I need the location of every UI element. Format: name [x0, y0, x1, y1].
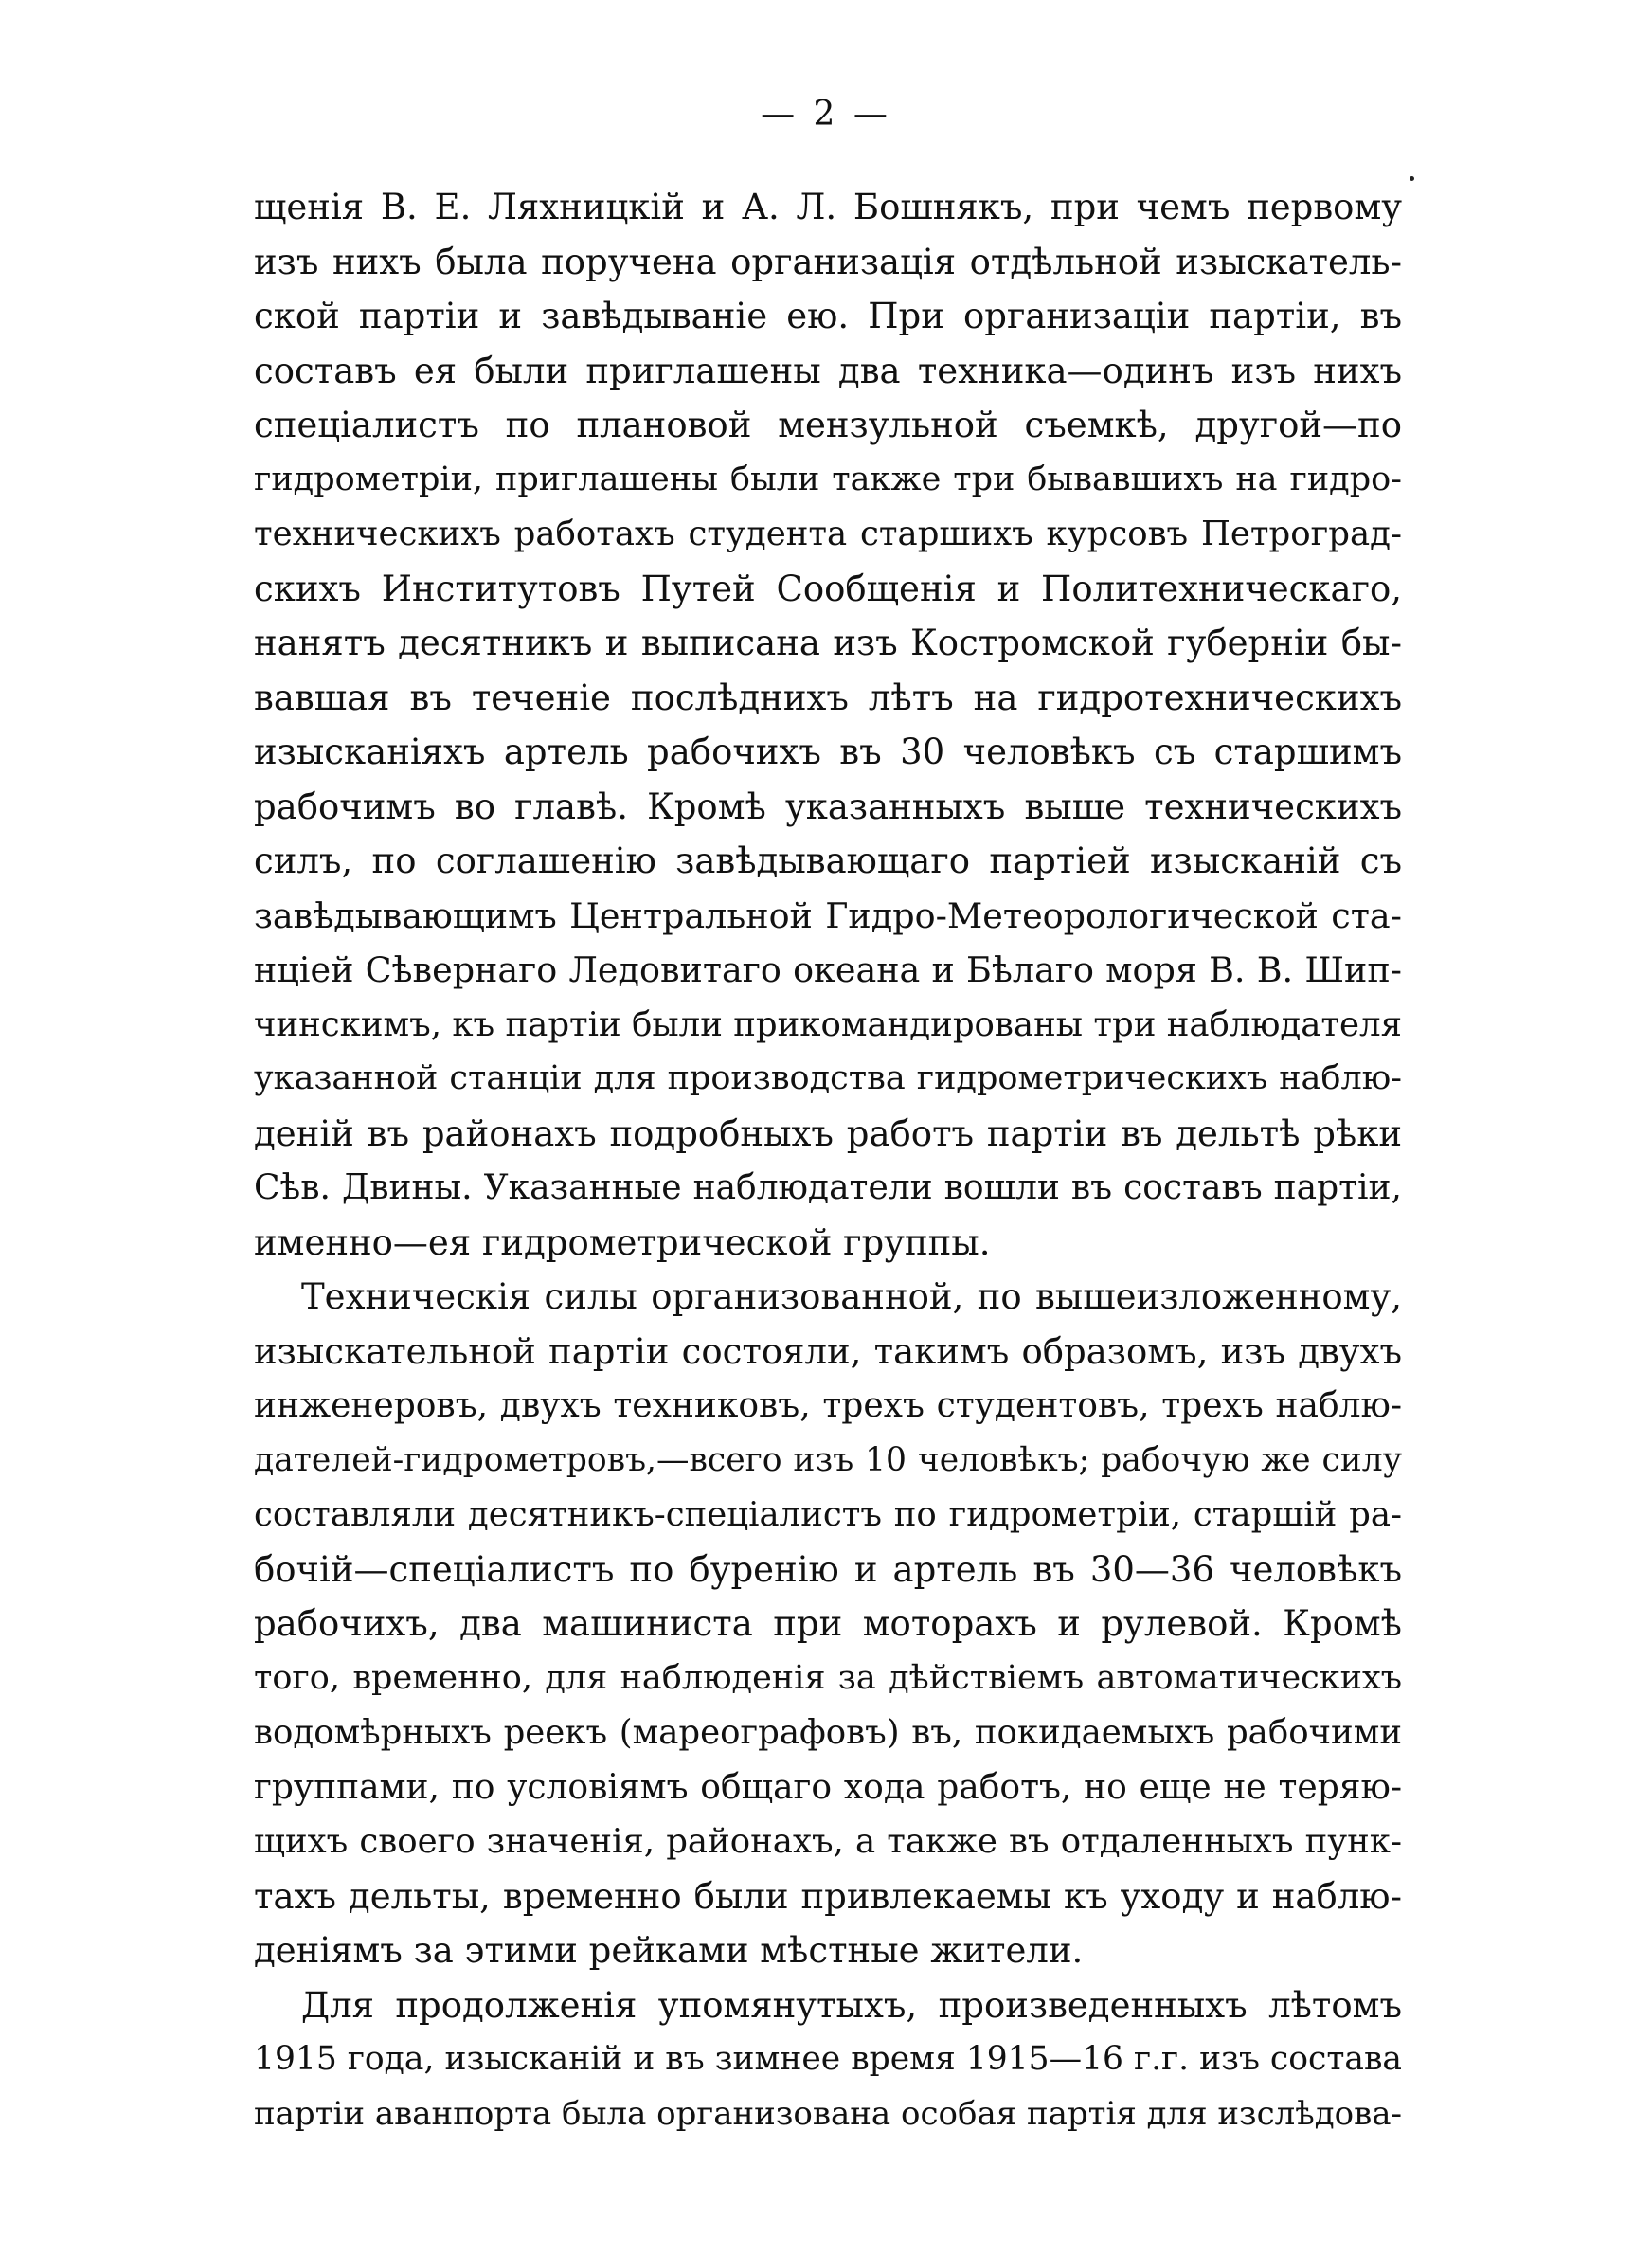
text-line: бочій—спеціалистъ по буренію и артель въ 30—36 человѣкъ — [254, 1548, 1402, 1590]
text-line: указанной станціи для производства гидрометрическихъ наблю- — [254, 1059, 1402, 1097]
text-line: дателей-гидрометровъ,—всего изъ 10 человѣкъ; рабочую же силу — [254, 1440, 1402, 1479]
text-line: тахъ дельты, временно были привлекаемы къ уходу и наблю- — [254, 1875, 1402, 1917]
text-line: щихъ своего значенія, районахъ, а также въ отдаленныхъ пунк- — [254, 1822, 1402, 1861]
text-line: 1915 года, изысканій и въ зимнее время 1915—16 г.г. изъ состава — [254, 2040, 1402, 2078]
text-line: Для продолженія упомянутыхъ, произведенныхъ лѣтомъ — [301, 1984, 1402, 2026]
text-line: техническихъ работахъ студента старшихъ курсовъ Петроград- — [254, 515, 1402, 553]
text-line: деніямъ за этими рейками мѣстные жители. — [254, 1930, 1084, 1971]
text-line: деній въ районахъ подробныхъ работъ партіи въ дельтѣ рѣки — [254, 1112, 1402, 1154]
text-line: ской партіи и завѣдываніе ею. При организаціи партіи, въ — [254, 296, 1402, 336]
text-line: завѣдывающимъ Центральной Гидро-Метеорологической ста- — [254, 894, 1402, 936]
text-line: Сѣв. Двины. Указанные наблюдатели вошли въ составъ партіи, — [254, 1168, 1402, 1207]
text-line: вавшая въ теченіе послѣднихъ лѣтъ на гидротехническихъ — [254, 677, 1402, 718]
text-line: инженеровъ, двухъ техниковъ, трехъ студентовъ, трехъ наблю- — [254, 1386, 1402, 1425]
text-line: скихъ Институтовъ Путей Сообщенія и Политехническаго, — [254, 568, 1402, 609]
text-line: изъ нихъ была поручена организація отдѣльной изыскатель- — [254, 241, 1402, 282]
text-line: группами, по условіямъ общаго хода работъ, но еще не теряю- — [254, 1767, 1402, 1807]
text-line: того, временно, для наблюденія за дѣйствіемъ автоматическихъ — [254, 1658, 1402, 1697]
text-line: составляли десятникъ-спеціалистъ по гидрометріи, старшій ра- — [254, 1495, 1402, 1534]
text-line: нанятъ десятникъ и выписана изъ Костромской губерніи бы- — [254, 623, 1402, 663]
text-line: нціей Сѣвернаго Ледовитаго океана и Бѣлаго моря В. В. Шип- — [254, 949, 1402, 990]
text-line: партіи аванпорта была организована особая партія для изслѣдова- — [254, 2094, 1403, 2133]
text-line: рабочихъ, два машиниста при моторахъ и рулевой. Кромѣ — [254, 1603, 1402, 1644]
text-line: изысканіяхъ артель рабочихъ въ 30 человѣкъ съ старшимъ — [254, 731, 1402, 772]
text-line: именно—ея гидрометрической группы. — [254, 1221, 991, 1263]
text-line: гидрометріи, приглашены были также три бывавшихъ на гидро- — [254, 460, 1402, 498]
text-line: Техническія силы организованной, по вышеизложенному, — [301, 1276, 1402, 1317]
text-line: щенія В. Е. Ляхницкій и А. Л. Бошнякъ, при чемъ первому — [254, 187, 1402, 227]
page-number: — 2 — — [761, 95, 891, 134]
body-text — [254, 180, 1402, 2141]
text-line: изыскательной партіи состояли, такимъ образомъ, изъ двухъ — [254, 1330, 1402, 1372]
text-line: составъ ея были приглашены два техника—одинъ изъ нихъ — [254, 350, 1402, 391]
text-line: чинскимъ, къ партіи были прикомандированы три наблюдателя — [254, 1004, 1402, 1044]
text-line: силъ, по соглашенію завѣдывающаго партіей изысканій съ — [254, 840, 1402, 881]
text-line: водомѣрныхъ реекъ (мареографовъ) въ, покидаемыхъ рабочими — [254, 1713, 1402, 1752]
text-line: спеціалистъ по плановой мензульной съемкѣ, другой—по — [254, 405, 1402, 445]
scan-speck — [1410, 176, 1414, 181]
text-line: рабочимъ во главѣ. Кромѣ указанныхъ выше техническихъ — [254, 785, 1402, 827]
